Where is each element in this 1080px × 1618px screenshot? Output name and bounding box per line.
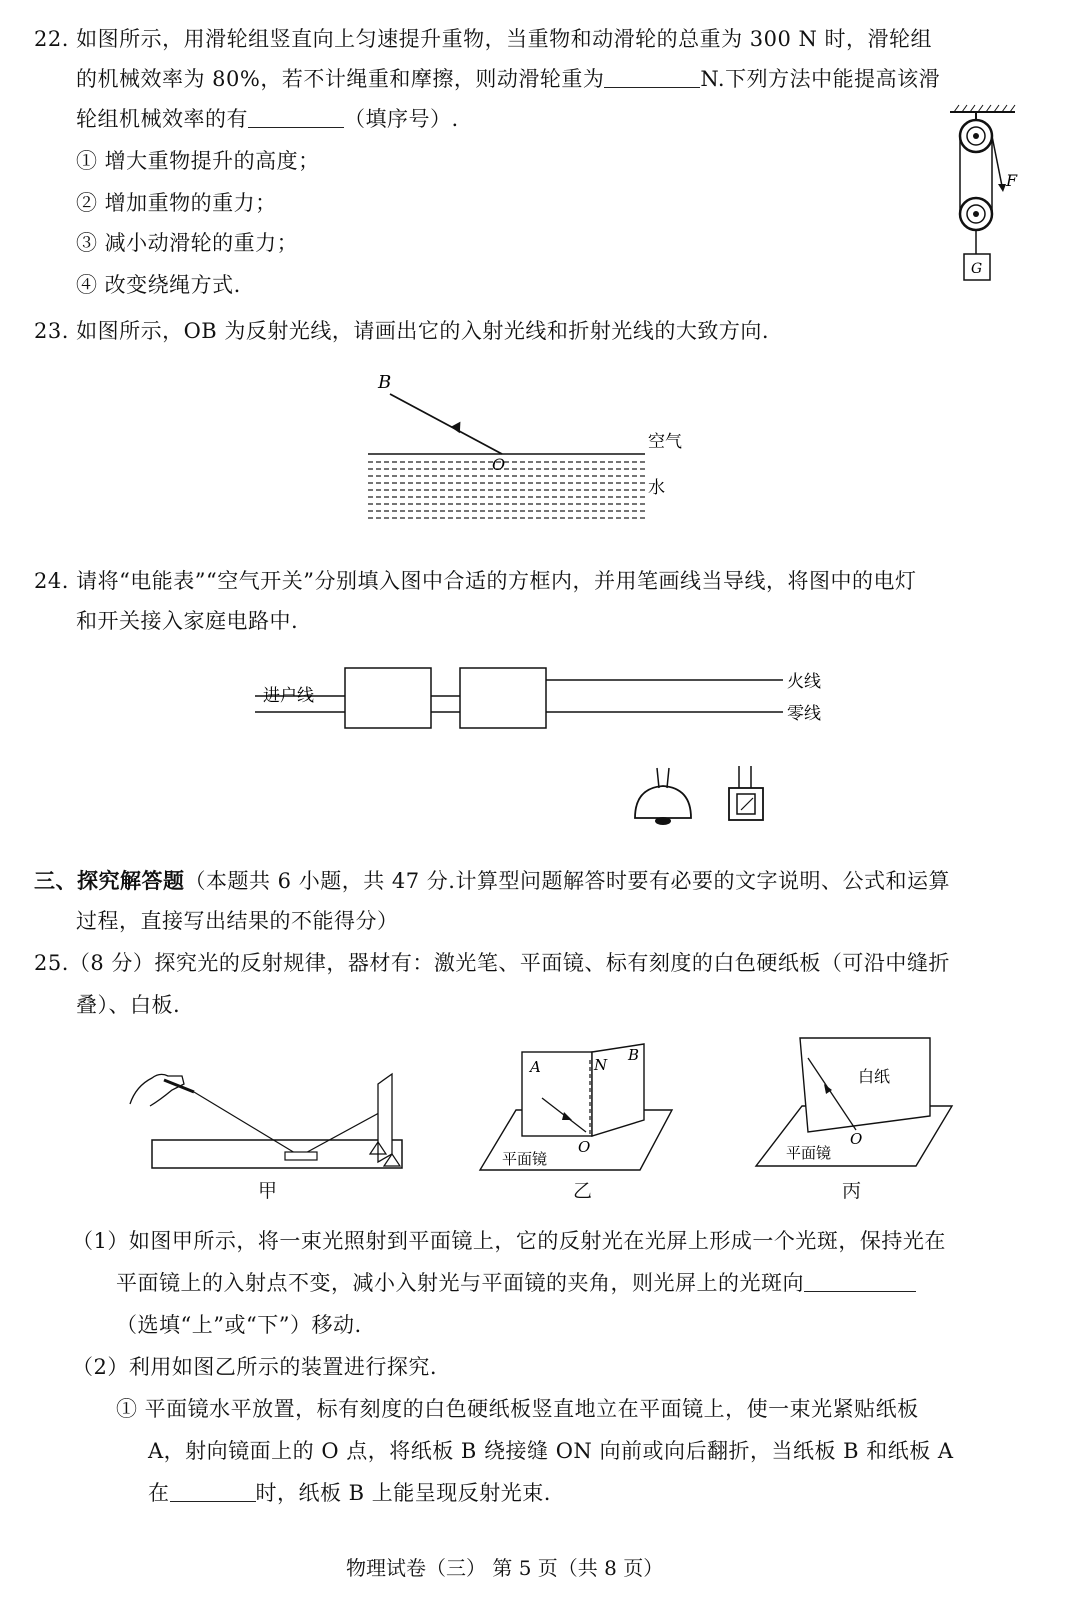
q24-line2: 和开关接入家庭电路中.: [76, 609, 299, 633]
q24-line1: 24. 请将“电能表”“空气开关”分别填入图中合适的方框内，并用笔画线当导线，将图中的电灯: [34, 569, 917, 593]
label-b-board: B: [628, 1046, 640, 1064]
answer-blank-pulley-weight[interactable]: [604, 65, 700, 88]
q25-p2-sub3-rest: 时，纸板 B 上能呈现反射光束.: [255, 1481, 551, 1505]
q22-option-2: ② 增加重物的重力；: [76, 191, 277, 215]
q25-p2-sub3-text: 在: [148, 1481, 170, 1505]
circuit-figure: [255, 660, 855, 840]
q22-line3-rest: （填序号）.: [344, 107, 459, 131]
figure-bing-caption: 丙: [842, 1180, 862, 1202]
label-b: B: [378, 372, 392, 393]
pulley-system-figure: [940, 104, 1030, 294]
hand-drawing: [130, 1074, 184, 1106]
rope-free-end: [992, 136, 1002, 186]
incident-beam: [194, 1092, 300, 1156]
reflection-refraction-figure: [360, 370, 700, 530]
laser-pen: [164, 1080, 194, 1092]
device-box-2[interactable]: [460, 668, 546, 728]
label-white-paper: 白纸: [858, 1067, 891, 1086]
label-neutral-wire: 零线: [787, 704, 821, 724]
q25-p2-sub2: A，射向镜面上的 O 点，将纸板 B 绕接缝 ON 向前或向后翻折，当纸板 B 和纸板 A: [148, 1439, 954, 1463]
label-live-wire: 火线: [787, 672, 821, 692]
page-footer: 物理试卷（三） 第 5 页（共 8 页）: [346, 1556, 664, 1580]
reflected-ray-ob: [390, 394, 502, 454]
q25-line2: 叠）、白板.: [76, 993, 181, 1017]
q22-option-3: ③ 减小动滑轮的重力；: [76, 231, 299, 255]
answer-blank-spot-direction[interactable]: [804, 1269, 916, 1292]
device-box-1[interactable]: [345, 668, 431, 728]
q25-p2-line1: （2）利用如图乙所示的装置进行探究.: [72, 1355, 438, 1379]
q25-p2-sub1: ① 平面镜水平放置，标有刻度的白色硬纸板竖直地立在平面镜上，使一束光紧贴纸板: [116, 1397, 919, 1421]
label-o: O: [492, 455, 506, 474]
figure-jia-caption: 甲: [258, 1180, 278, 1202]
q22-option-4: ④ 改变绕绳方式.: [76, 273, 241, 297]
label-mirror-yi: 平面镜: [502, 1150, 548, 1168]
base-board: [152, 1140, 402, 1168]
q22-line3: [76, 104, 459, 134]
figure-bing-white-paper: [752, 1032, 972, 1172]
label-n: N: [594, 1056, 608, 1074]
mirror: [285, 1152, 317, 1160]
q25-p2-sub3: [148, 1478, 551, 1508]
q22-option-1: ① 增大重物提升的高度；: [76, 149, 320, 173]
label-o-bing: O: [850, 1130, 863, 1148]
answer-blank-methods[interactable]: [248, 105, 344, 128]
light-screen: [378, 1074, 392, 1162]
q25-line1: 25.（8 分）探究光的反射规律，器材有：激光笔、平面镜、标有刻度的白色硬纸板（可沿中缝折: [34, 951, 950, 975]
section3-line1: [34, 866, 950, 896]
figure-yi-caption: 乙: [573, 1180, 593, 1202]
weight-label: G: [971, 261, 983, 277]
label-o-yi: O: [578, 1138, 591, 1156]
reflected-beam: [300, 1108, 388, 1156]
water-region: [368, 462, 645, 518]
figure-yi-folded-board: [472, 1040, 712, 1174]
q23-text: 23. 如图所示，OB 为反射光线，请画出它的入射光线和折射光线的大致方向.: [34, 319, 770, 343]
q22-line2: [76, 64, 940, 94]
label-entry-line: 进户线: [263, 686, 314, 706]
label-air: 空气: [648, 432, 682, 452]
force-label: F: [1006, 171, 1018, 190]
force-arrow: [998, 184, 1006, 192]
label-mirror-bing: 平面镜: [786, 1144, 832, 1162]
q25-p1-line2: [116, 1268, 916, 1298]
section3-line2: 过程，直接写出结果的不能得分）: [76, 909, 399, 933]
switch-icon[interactable]: [729, 766, 763, 820]
section3-desc: （本题共 6 小题，共 47 分.计算型问题解答时要有必要的文字说明、公式和运算: [184, 869, 950, 893]
label-water: 水: [648, 478, 665, 498]
figure-jia-laser-setup: [120, 1054, 420, 1174]
q22-line1: 22. 如图所示，用滑轮组竖直向上匀速提升重物，当重物和动滑轮的总重为 300 N 时，滑轮组: [34, 27, 933, 51]
q22-line3-text: 轮组机械效率的有: [76, 107, 248, 131]
ceiling-hatch: [954, 105, 1015, 112]
label-a: A: [530, 1058, 541, 1076]
section3-title: 三、探究解答题: [34, 868, 185, 893]
q25-p1-line1: （1）如图甲所示，将一束光照射到平面镜上，它的反射光在光屏上形成一个光斑，保持光在: [72, 1229, 946, 1253]
answer-blank-board-position[interactable]: [170, 1479, 256, 1502]
q22-line2-text: 的机械效率为 80%，若不计绳重和摩擦，则动滑轮重为: [76, 67, 605, 91]
lamp-icon[interactable]: [635, 768, 691, 825]
q25-p1-line2-text: 平面镜上的入射点不变，减小入射光与平面镜的夹角，则光屏上的光斑向: [116, 1271, 804, 1295]
q22-line2-rest: N.下列方法中能提高该滑: [700, 67, 941, 91]
q25-p1-line3: （选填“上”或“下”）移动.: [116, 1313, 362, 1337]
